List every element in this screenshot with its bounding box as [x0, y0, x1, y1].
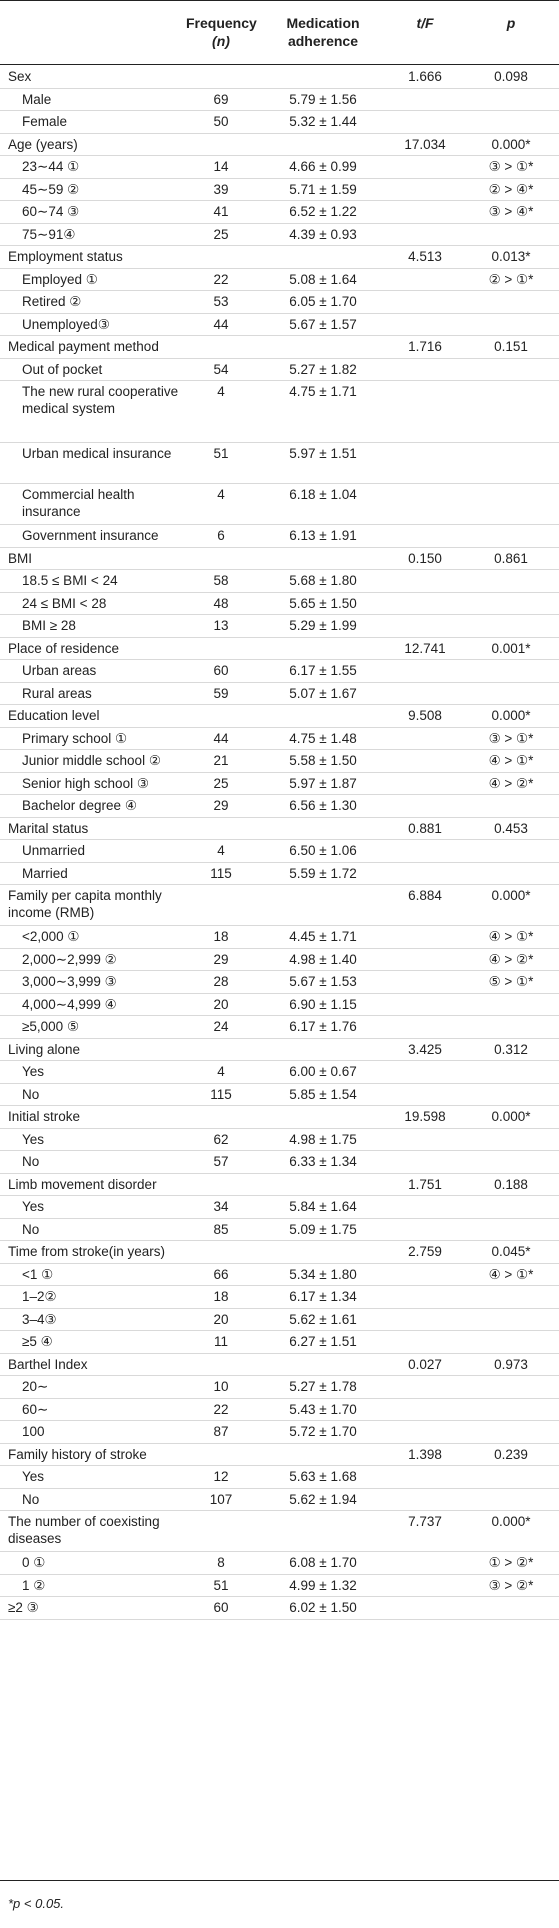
table-group-row [0, 1354, 559, 1377]
row-label: The number of coexisting diseases [8, 1514, 160, 1546]
row-tf-value: 17.034 [404, 136, 446, 152]
row-p-value: 0.312 [494, 1041, 528, 1057]
row-medication-adherence: 5.29 ± 1.99 [289, 618, 357, 633]
table-subrow [0, 1129, 559, 1152]
row-medication-adherence: 5.58 ± 1.50 [289, 753, 357, 768]
row-frequency: 39 [213, 181, 229, 197]
row-frequency: 62 [213, 1131, 229, 1147]
row-frequency: 29 [213, 798, 229, 813]
row-medication-adherence: 5.79 ± 1.56 [289, 91, 357, 107]
row-medication-adherence: 5.71 ± 1.59 [289, 181, 357, 197]
row-frequency: 6 [217, 528, 225, 543]
row-medication-adherence: 6.18 ± 1.04 [289, 487, 357, 502]
row-p-value: 0.045* [491, 1244, 531, 1259]
row-tf-value: 7.737 [408, 1514, 442, 1529]
row-p-value: ② > ④* [488, 181, 534, 197]
row-frequency: 20 [213, 996, 229, 1012]
table-subrow [0, 224, 559, 247]
table-group-row [0, 1174, 559, 1197]
table-subrow [0, 111, 559, 134]
header-frequency-unit: (n) [212, 33, 230, 49]
row-medication-adherence: 4.98 ± 1.75 [289, 1131, 357, 1147]
row-frequency: 57 [213, 1154, 229, 1169]
row-medication-adherence: 6.33 ± 1.34 [289, 1154, 357, 1169]
row-label: 60∼74 ③ [22, 204, 80, 219]
row-medication-adherence: 6.08 ± 1.70 [289, 1555, 357, 1570]
table-subrow [0, 89, 559, 112]
row-medication-adherence: 5.32 ± 1.44 [289, 114, 357, 129]
table-subrow [0, 926, 559, 949]
row-frequency: 14 [213, 159, 229, 174]
row-medication-adherence: 6.27 ± 1.51 [289, 1334, 357, 1349]
row-label: 0 ① [22, 1555, 46, 1570]
row-medication-adherence: 6.17 ± 1.55 [289, 663, 357, 678]
row-label: Limb movement disorder [8, 1176, 157, 1192]
row-label: Place of residence [8, 640, 120, 656]
row-medication-adherence: 5.43 ± 1.70 [289, 1401, 357, 1417]
table-subrow [0, 443, 559, 484]
table-group-row [0, 336, 559, 359]
row-label: BMI ≥ 28 [22, 618, 76, 633]
row-p-value: ③ > ④* [488, 204, 534, 219]
row-label: No [22, 1086, 40, 1102]
row-tf-value: 0.150 [408, 550, 442, 566]
row-label: Yes [22, 1469, 45, 1484]
row-label: Yes [22, 1131, 45, 1147]
row-tf-value: 2.759 [408, 1244, 442, 1259]
row-medication-adherence: 5.68 ± 1.80 [289, 573, 357, 588]
table-subrow [0, 1219, 559, 1242]
row-label: Senior high school ③ [22, 775, 149, 791]
row-medication-adherence: 5.09 ± 1.75 [289, 1221, 357, 1237]
row-medication-adherence: 4.75 ± 1.71 [289, 384, 357, 399]
row-p-value: 0.239 [494, 1446, 528, 1462]
row-p-value: 0.453 [494, 820, 528, 836]
row-frequency: 18 [213, 929, 229, 944]
table-subrow [0, 1061, 559, 1084]
table-subrow [0, 773, 559, 796]
row-label: Yes [22, 1199, 45, 1214]
row-medication-adherence: 6.50 ± 1.06 [289, 843, 357, 858]
table-subrow [0, 1575, 559, 1598]
row-frequency: 50 [213, 114, 229, 129]
header-frequency-label: Frequency [186, 15, 257, 31]
table-subrow [0, 949, 559, 972]
table-subrow [0, 1151, 559, 1174]
row-frequency: 34 [213, 1199, 229, 1214]
row-p-value: ④ > ①* [488, 1266, 534, 1282]
table-group-row [0, 638, 559, 661]
row-label: The new rural cooperative medical system [22, 384, 179, 416]
row-label: 3,000∼3,999 ③ [22, 974, 117, 989]
header-frequency [186, 14, 256, 50]
row-p-value: ③ > ①* [488, 730, 534, 746]
row-frequency: 11 [213, 1334, 228, 1349]
row-label: No [22, 1221, 40, 1237]
row-label: Unemployed③ [22, 316, 110, 332]
row-label: Primary school ① [22, 730, 128, 746]
table-group-row [0, 818, 559, 841]
row-tf-value: 1.716 [408, 339, 442, 354]
row-p-value: 0.000* [491, 1109, 531, 1124]
table-subrow [0, 840, 559, 863]
row-tf-value: 0.881 [408, 820, 442, 836]
row-medication-adherence: 5.62 ± 1.94 [289, 1491, 357, 1507]
row-p-value: ② > ①* [488, 271, 534, 287]
table-group-row [0, 548, 559, 571]
row-label: Education level [8, 708, 100, 723]
row-tf-value: 1.666 [408, 69, 442, 84]
row-medication-adherence: 6.00 ± 0.67 [289, 1064, 357, 1079]
row-frequency: 48 [213, 595, 229, 611]
table-group-row [0, 1106, 559, 1129]
table-group-row [0, 1241, 559, 1264]
row-label: 60∼ [22, 1401, 49, 1417]
table-subrow [0, 795, 559, 818]
row-medication-adherence: 5.07 ± 1.67 [289, 685, 357, 701]
row-medication-adherence: 6.17 ± 1.76 [289, 1019, 357, 1034]
row-frequency: 115 [210, 865, 232, 881]
table-subrow [0, 201, 559, 224]
row-label: Unmarried [22, 843, 86, 858]
row-label: Female [22, 114, 68, 129]
row-medication-adherence: 4.45 ± 1.71 [289, 929, 357, 944]
row-label: Commercial health insurance [22, 487, 135, 519]
row-medication-adherence: 6.90 ± 1.15 [289, 996, 357, 1012]
row-tf-value: 6.884 [408, 888, 442, 903]
row-label: Family per capita monthly income (RMB) [8, 888, 162, 920]
row-frequency: 44 [213, 316, 229, 332]
row-frequency: 41 [213, 204, 229, 219]
row-label: Junior middle school ② [22, 753, 161, 768]
row-frequency: 51 [213, 1577, 229, 1593]
row-medication-adherence: 5.72 ± 1.70 [289, 1424, 357, 1439]
row-frequency: 60 [213, 663, 229, 678]
table-subrow [0, 593, 559, 616]
table-group-row [0, 134, 559, 157]
row-medication-adherence: 4.39 ± 0.93 [289, 226, 357, 242]
row-frequency: 28 [213, 974, 229, 989]
row-label: Sex [8, 69, 32, 84]
table-subrow [0, 750, 559, 773]
row-medication-adherence: 5.27 ± 1.78 [289, 1379, 357, 1394]
row-medication-adherence: 6.17 ± 1.34 [289, 1289, 357, 1304]
row-label: Bachelor degree ④ [22, 798, 137, 813]
table-subrow [0, 1421, 559, 1444]
row-p-value: 0.013* [491, 249, 531, 264]
row-frequency: 54 [213, 361, 229, 377]
row-frequency: 29 [213, 951, 229, 967]
row-label: <2,000 ① [22, 929, 80, 944]
row-p-value: ④ > ②* [488, 775, 534, 791]
table-subrow [0, 1552, 559, 1575]
row-frequency: 8 [217, 1555, 225, 1570]
table-group-row [0, 246, 559, 269]
row-frequency: 21 [213, 753, 229, 768]
header-medication [268, 14, 378, 50]
row-tf-value: 19.598 [404, 1109, 446, 1124]
row-frequency: 87 [213, 1424, 229, 1439]
row-frequency: 44 [213, 730, 229, 746]
row-tf-value: 1.751 [408, 1176, 442, 1192]
row-p-value: 0.188 [494, 1176, 528, 1192]
table-subrow [0, 1399, 559, 1422]
table-body [0, 66, 559, 1620]
row-p-value: 0.973 [494, 1356, 528, 1372]
row-p-value: 0.000* [491, 708, 531, 723]
row-frequency: 10 [213, 1379, 229, 1394]
row-p-value: 0.001* [491, 640, 531, 656]
row-p-value: ① > ②* [488, 1555, 534, 1570]
table-group-row [0, 1511, 559, 1552]
row-p-value: ③ > ②* [488, 1577, 534, 1593]
row-medication-adherence: 5.67 ± 1.57 [289, 316, 357, 332]
table-subrow [0, 1309, 559, 1332]
row-medication-adherence: 5.97 ± 1.87 [289, 775, 357, 791]
table-subrow [0, 1376, 559, 1399]
table-subrow [0, 156, 559, 179]
table-subrow [0, 291, 559, 314]
row-label: Medical payment method [8, 339, 159, 354]
table-subrow [0, 1084, 559, 1107]
row-frequency: 4 [217, 384, 225, 399]
row-frequency: 4 [217, 843, 225, 858]
row-p-value: 0.098 [494, 69, 528, 84]
row-frequency: 12 [213, 1469, 229, 1484]
row-label: ≥5,000 ⑤ [22, 1019, 80, 1034]
row-frequency: 69 [213, 91, 229, 107]
table-group-row [0, 1597, 559, 1620]
row-frequency: 4 [217, 1064, 225, 1079]
row-label: Married [22, 865, 68, 881]
row-frequency: 66 [213, 1266, 229, 1282]
row-medication-adherence: 5.62 ± 1.61 [289, 1311, 357, 1327]
table-subrow [0, 863, 559, 886]
row-medication-adherence: 6.13 ± 1.91 [289, 528, 357, 543]
row-label: Urban areas [22, 663, 97, 678]
table-subrow [0, 1016, 559, 1039]
row-medication-adherence: 5.34 ± 1.80 [289, 1266, 357, 1282]
row-p-value: 0.151 [494, 339, 528, 354]
row-frequency: 24 [213, 1019, 229, 1034]
table-footnote: *p < 0.05. [8, 1896, 65, 1911]
row-frequency: 18 [213, 1289, 229, 1304]
table-subrow [0, 615, 559, 638]
table-subrow [0, 728, 559, 751]
row-label: 18.5 ≤ BMI < 24 [22, 573, 118, 588]
row-label: Time from stroke(in years) [8, 1244, 166, 1259]
row-medication-adherence: 5.63 ± 1.68 [289, 1469, 357, 1484]
row-label: 75∼91④ [22, 226, 76, 242]
table-subrow [0, 179, 559, 202]
row-label: 24 ≤ BMI < 28 [22, 595, 107, 611]
table-subrow [0, 1286, 559, 1309]
table-subrow [0, 269, 559, 292]
row-medication-adherence: 5.08 ± 1.64 [289, 271, 357, 287]
row-label: Government insurance [22, 528, 159, 543]
table-top-rule [0, 0, 559, 1]
row-frequency: 22 [213, 271, 229, 287]
row-label: Yes [22, 1064, 45, 1079]
row-frequency: 115 [210, 1086, 232, 1102]
table-subrow [0, 1264, 559, 1287]
row-label: Out of pocket [22, 361, 103, 377]
table-subrow [0, 1196, 559, 1219]
row-tf-value: 1.398 [408, 1446, 442, 1462]
row-label: No [22, 1491, 40, 1507]
row-p-value: ④ > ①* [488, 753, 534, 768]
row-label: 1–2② [22, 1289, 57, 1304]
row-frequency: 13 [213, 618, 229, 633]
row-tf-value: 9.508 [408, 708, 442, 723]
row-medication-adherence: 5.97 ± 1.51 [289, 446, 357, 461]
row-frequency: 25 [213, 775, 229, 791]
row-label: ≥2 ③ [8, 1600, 39, 1615]
table-group-row [0, 66, 559, 89]
table-bottom-rule [0, 1880, 559, 1881]
table-subrow [0, 570, 559, 593]
row-frequency: 20 [213, 1311, 229, 1327]
table-subrow [0, 1489, 559, 1512]
row-frequency: 4 [217, 487, 225, 502]
row-p-value: 0.000* [491, 1514, 531, 1529]
row-label: Urban medical insurance [22, 446, 172, 461]
row-p-value: ③ > ①* [488, 159, 534, 174]
table-subrow [0, 314, 559, 337]
row-medication-adherence: 4.75 ± 1.48 [289, 730, 357, 746]
row-p-value: ⑤ > ①* [488, 974, 534, 989]
header-tf: t/F [416, 15, 434, 31]
row-label: <1 ① [22, 1266, 54, 1282]
row-label: Retired ② [22, 294, 82, 309]
row-label: BMI [8, 550, 33, 566]
row-label: No [22, 1154, 40, 1169]
row-frequency: 51 [213, 446, 229, 461]
row-p-value: ④ > ①* [488, 929, 534, 944]
row-label: 1 ② [22, 1577, 46, 1593]
table-subrow [0, 994, 559, 1017]
row-label: Employed ① [22, 271, 98, 287]
row-frequency: 58 [213, 573, 229, 588]
row-medication-adherence: 5.67 ± 1.53 [289, 974, 357, 989]
row-label: Living alone [8, 1041, 81, 1057]
row-frequency: 22 [213, 1401, 229, 1417]
row-p-value: 0.000* [491, 888, 531, 903]
row-tf-value: 12.741 [404, 640, 446, 656]
row-label: 2,000∼2,999 ② [22, 951, 117, 967]
row-medication-adherence: 4.99 ± 1.32 [289, 1577, 357, 1593]
row-label: 3–4③ [22, 1311, 57, 1327]
table-subrow [0, 660, 559, 683]
row-frequency: 53 [213, 294, 229, 309]
table-subrow [0, 683, 559, 706]
table-subrow [0, 1331, 559, 1354]
header-p: p [506, 15, 516, 31]
table-subrow [0, 525, 559, 548]
row-label: Barthel Index [8, 1356, 88, 1372]
table-group-row [0, 1444, 559, 1467]
row-tf-value: 3.425 [408, 1041, 442, 1057]
row-frequency: 59 [213, 685, 229, 701]
row-label: 45∼59 ② [22, 181, 80, 197]
row-medication-adherence: 6.02 ± 1.50 [289, 1600, 357, 1615]
row-label: 23∼44 ① [22, 159, 80, 174]
row-medication-adherence: 5.84 ± 1.64 [289, 1199, 357, 1214]
table-subrow [0, 359, 559, 382]
table-subrow [0, 381, 559, 443]
row-label: 100 [22, 1424, 45, 1439]
header-medication-line2: adherence [287, 33, 359, 49]
row-tf-value: 4.513 [408, 249, 442, 264]
row-frequency: 25 [213, 226, 229, 242]
row-label: Male [22, 91, 52, 107]
row-p-value: 0.861 [494, 550, 528, 566]
table-group-row [0, 885, 559, 926]
row-p-value: ④ > ②* [488, 951, 534, 967]
row-medication-adherence: 6.05 ± 1.70 [289, 294, 357, 309]
row-label: Employment status [8, 249, 123, 264]
row-frequency: 85 [213, 1221, 229, 1237]
table-group-row [0, 1039, 559, 1062]
row-label: 20∼ [22, 1379, 49, 1394]
row-tf-value: 0.027 [408, 1356, 442, 1372]
table-group-row [0, 705, 559, 728]
table-subrow [0, 971, 559, 994]
row-medication-adherence: 5.85 ± 1.54 [289, 1086, 357, 1102]
header-medication-line1: Medication [286, 15, 360, 31]
row-label: Rural areas [22, 685, 92, 701]
row-medication-adherence: 6.56 ± 1.30 [289, 798, 357, 813]
table-header [0, 12, 559, 65]
row-label: Age (years) [8, 136, 78, 152]
row-medication-adherence: 6.52 ± 1.22 [289, 204, 357, 219]
row-medication-adherence: 5.59 ± 1.72 [289, 865, 357, 881]
row-medication-adherence: 4.98 ± 1.40 [289, 951, 357, 967]
row-label: Family history of stroke [8, 1446, 147, 1462]
row-p-value: 0.000* [491, 136, 531, 152]
row-medication-adherence: 4.66 ± 0.99 [289, 159, 357, 174]
row-label: Marital status [8, 820, 89, 836]
row-label: Initial stroke [8, 1109, 81, 1124]
row-medication-adherence: 5.27 ± 1.82 [289, 361, 357, 377]
row-frequency: 107 [209, 1491, 233, 1507]
row-frequency: 60 [213, 1600, 229, 1615]
table-subrow [0, 484, 559, 525]
row-medication-adherence: 5.65 ± 1.50 [289, 595, 357, 611]
row-label: ≥5 ④ [22, 1334, 53, 1349]
row-label: 4,000∼4,999 ④ [22, 996, 117, 1012]
table-subrow [0, 1466, 559, 1489]
